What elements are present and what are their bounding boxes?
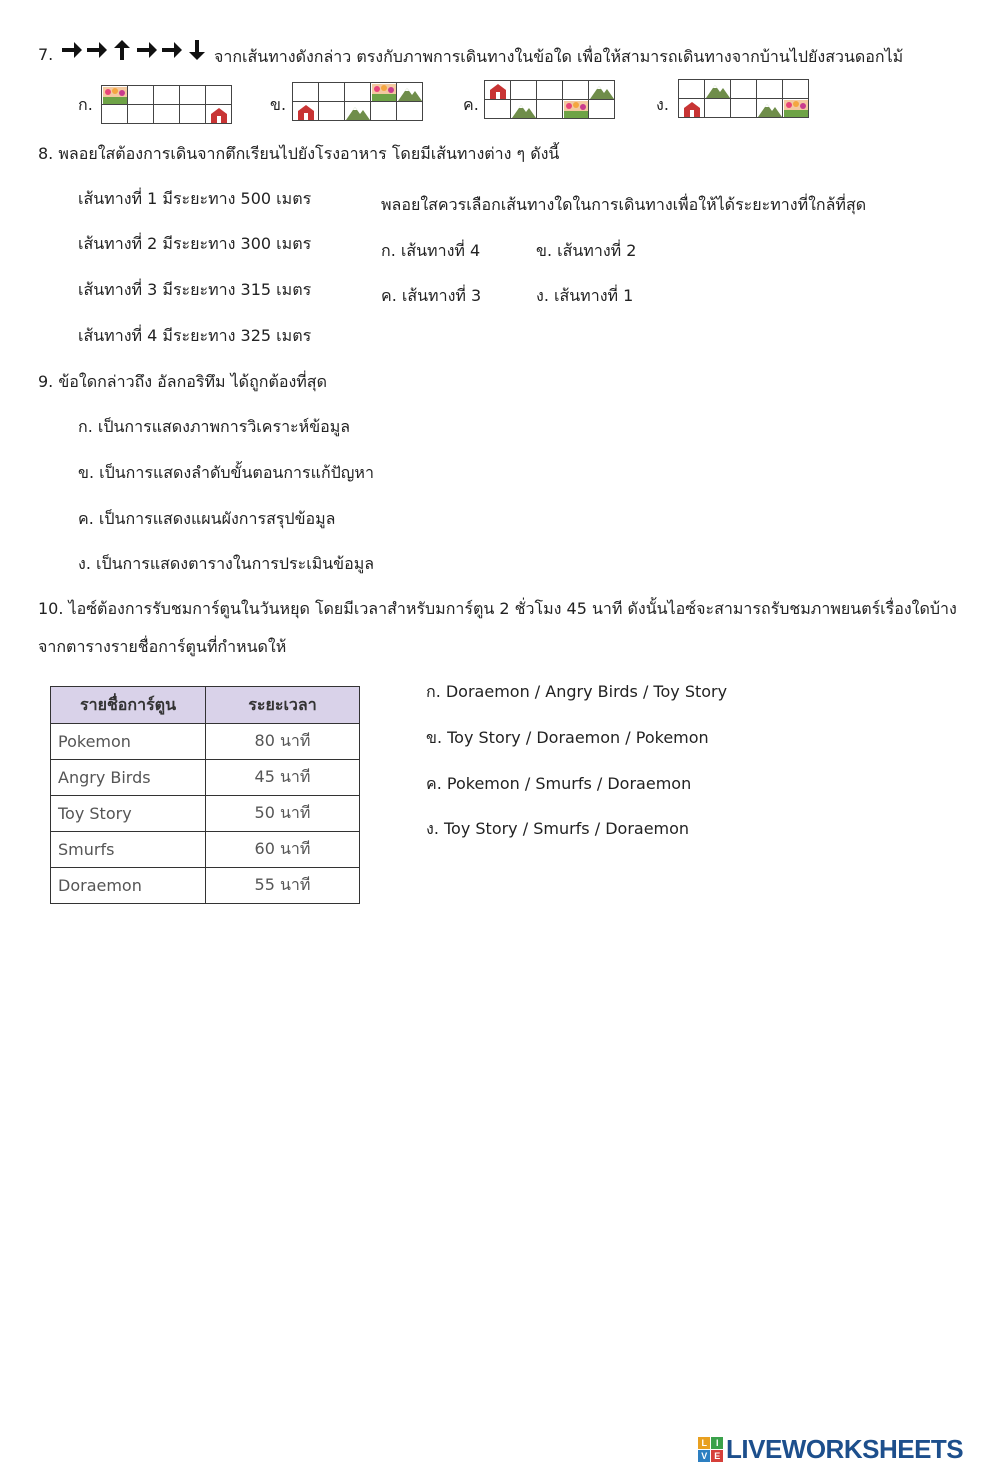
grid-cell [757,99,783,118]
right-arrow-icon [135,38,159,62]
grid-cell [371,102,397,121]
q7-option-grid-d[interactable] [678,79,809,118]
mountain-icon [346,103,370,120]
right-arrow-icon [60,38,84,62]
flower-icon [103,87,127,104]
cartoon-name: Doraemon [51,868,206,904]
grid-cell [589,100,615,119]
grid-cell [397,102,423,121]
q8-route-4: เส้นทางที่ 4 มีระยะทาง 325 เมตร [78,326,312,345]
q10-choice-b[interactable]: ข. Toy Story / Doraemon / Pokemon [426,728,709,747]
house-icon [207,106,231,123]
q7-option-label: ข. [270,95,287,114]
q7-option-label: ง. [656,95,669,114]
q7-option-grid-b[interactable] [292,82,423,121]
grid-cell [783,99,809,118]
up-arrow-icon [110,38,134,62]
grid-cell [180,105,206,124]
q9-choice-c[interactable]: ค. เป็นการแสดงแผนผังการสรุปข้อมูล [78,509,336,528]
grid-cell [731,80,757,99]
table-row [51,868,360,904]
table-row [51,724,360,760]
mountain-icon [758,100,782,117]
q9-choice-b[interactable]: ข. เป็นการแสดงลำดับขั้นตอนการแก้ปัญหา [78,463,374,482]
table-header-row [51,687,360,724]
q10-choice-a[interactable]: ก. Doraemon / Angry Birds / Toy Story [426,682,728,701]
q9-question: 9. ข้อใดกล่าวถึง อัลกอริทึม ได้ถูกต้องที่สุด [38,372,327,391]
down-arrow-icon [185,38,209,62]
grid-cell [128,105,154,124]
q8-subquestion: พลอยใสควรเลือกเส้นทางใดในการเดินทางเพื่อให้ได้ระยะทางที่ใกล้ที่สุด [381,195,867,214]
q7-option-grid-a[interactable] [101,85,232,124]
cartoon-name: Toy Story [51,796,206,832]
cartoon-name: Smurfs [51,832,206,868]
grid-cell [679,99,705,118]
q7-number: 7. [38,45,54,64]
column-header: รายชื่อการ์ตูน [51,687,206,724]
grid-cell [731,99,757,118]
table-row [51,832,360,868]
q8-route-3: เส้นทางที่ 3 มีระยะทาง 315 เมตร [78,280,312,299]
q8-choice-b[interactable]: ข. เส้นทางที่ 2 [536,241,637,260]
grid-cell [180,86,206,105]
right-arrow-icon [85,38,109,62]
grid-cell [128,86,154,105]
q7-option-label: ก. [78,95,93,114]
flower-icon [784,100,808,117]
mountain-icon [590,82,614,99]
grid-cell [293,102,319,121]
q7-question: จากเส้นทางดังกล่าว ตรงกับภาพการเดินทางในข้อใด เพื่อให้สามารถเดินทางจากบ้านไปยังสวนดอกไม้ [214,47,904,66]
table-row [51,796,360,832]
grid-cell [563,81,589,100]
grid-cell [319,102,345,121]
table-row [51,760,360,796]
cartoon-name: Pokemon [51,724,206,760]
liveworksheets-logo [698,1434,963,1465]
q8-route-1: เส้นทางที่ 1 มีระยะทาง 500 เมตร [78,189,312,208]
grid-cell [345,83,371,102]
grid-cell [371,83,397,102]
grid-cell [293,83,319,102]
cartoon-duration: 45 นาที [206,760,360,796]
q9-choice-d[interactable]: ง. เป็นการแสดงตารางในการประเมินข้อมูล [78,554,375,573]
mountain-icon [706,81,730,98]
cartoon-duration: 60 นาที [206,832,360,868]
house-icon [294,103,318,120]
grid-cell [485,81,511,100]
q7-option-grid-c[interactable] [484,80,615,119]
cartoon-name: Angry Birds [51,760,206,796]
q8-route-2: เส้นทางที่ 2 มีระยะทาง 300 เมตร [78,234,312,253]
q10-choice-d[interactable]: ง. Toy Story / Smurfs / Doraemon [426,819,690,838]
q7-option-label: ค. [463,95,479,114]
mountain-icon [398,84,422,101]
q8-choice-a[interactable]: ก. เส้นทางที่ 4 [381,241,481,260]
liveworksheets-logo-icon: L I V E [698,1437,723,1462]
grid-cell [511,100,537,119]
grid-cell [589,81,615,100]
grid-cell [783,80,809,99]
grid-cell [705,99,731,118]
q8-choice-d[interactable]: ง. เส้นทางที่ 1 [536,286,634,305]
grid-cell [563,100,589,119]
mountain-icon [512,101,536,118]
grid-cell [679,80,705,99]
grid-cell [537,81,563,100]
cartoon-duration: 80 นาที [206,724,360,760]
grid-cell [154,86,180,105]
grid-cell [206,86,232,105]
grid-cell [705,80,731,99]
house-icon [680,100,704,117]
grid-cell [485,100,511,119]
q8-choice-c[interactable]: ค. เส้นทางที่ 3 [381,286,482,305]
grid-cell [537,100,563,119]
q10-question-line2: จากตารางรายชื่อการ์ตูนที่กำหนดให้ [38,637,287,656]
cartoon-duration: 50 นาที [206,796,360,832]
flower-icon [564,101,588,118]
grid-cell [319,83,345,102]
cartoon-schedule-table [50,686,360,904]
logo-text: LIVEWORKSHEETS [726,1434,964,1464]
column-header: ระยะเวลา [206,687,360,724]
q7-arrow-sequence [60,38,209,62]
q10-question-line1: 10. ไอซ์ต้องการรับชมการ์ตูนในวันหยุด โดยมีเวลาสำหรับมการ์ตูน 2 ชั่วโมง 45 นาที ดังนั้นไอซ์จะสามารถรับชมภาพยนตร์เรื่องใดบ้าง [38,599,957,618]
grid-cell [102,105,128,124]
q9-choice-a[interactable]: ก. เป็นการแสดงภาพการวิเคราะห์ข้อมูล [78,417,351,436]
grid-cell [511,81,537,100]
q10-choice-c[interactable]: ค. Pokemon / Smurfs / Doraemon [426,774,692,793]
house-icon [486,82,510,99]
right-arrow-icon [160,38,184,62]
flower-icon [372,84,396,101]
grid-cell [154,105,180,124]
grid-cell [102,86,128,105]
grid-cell [345,102,371,121]
cartoon-duration: 55 นาที [206,868,360,904]
grid-cell [397,83,423,102]
q8-question: 8. พลอยใสต้องการเดินจากตึกเรียนไปยังโรงอาหาร โดยมีเส้นทางต่าง ๆ ดังนี้ [38,144,560,163]
grid-cell [206,105,232,124]
grid-cell [757,80,783,99]
